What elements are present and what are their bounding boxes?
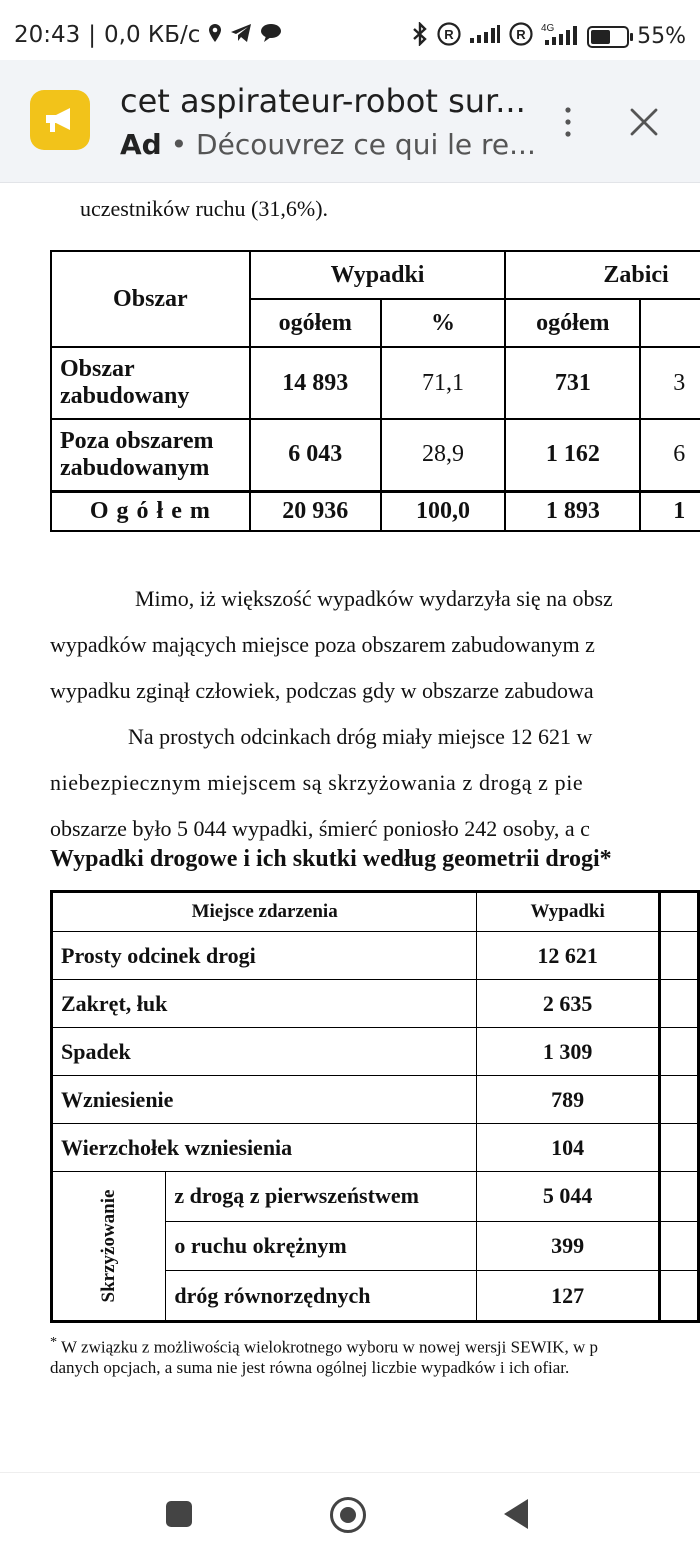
- footnote-line: danych opcjach, a suma nie jest równa ogólnej liczbie wypadków i ich ofiar.: [50, 1357, 570, 1377]
- ad-subtitle: Découvrez ce qui le re...: [196, 128, 536, 161]
- battery-icon: [587, 26, 629, 48]
- place: dróg równorzędnych: [166, 1271, 477, 1322]
- header-accidents: Wypadki: [250, 251, 506, 299]
- row-clipped: 3: [640, 347, 700, 419]
- row-accidents: 6 043: [250, 419, 381, 491]
- place: Spadek: [52, 1028, 477, 1076]
- row-area: Obszar zabudowany: [51, 347, 250, 419]
- paragraph-line: obszarze było 5 044 wypadki, śmierć poniosło 242 osoby, a c: [50, 816, 590, 841]
- sub-percent: %: [381, 299, 506, 347]
- geometry-table: [50, 890, 700, 1323]
- clipped-cell: [659, 1076, 698, 1124]
- row-accidents: 14 893: [250, 347, 381, 419]
- accidents: 12 621: [477, 932, 660, 980]
- area-table: [50, 250, 700, 532]
- status-time: 20:43: [14, 22, 81, 48]
- ad-subtitle-line: [120, 128, 536, 161]
- place: z drogą z pierwszeństwem: [166, 1172, 477, 1222]
- ad-title[interactable]: cet aspirateur-robot sur...: [120, 82, 526, 120]
- row-killed: 731: [505, 347, 640, 419]
- location-icon: [208, 23, 222, 48]
- status-bar: [0, 0, 700, 60]
- group-label-cell: [52, 1172, 166, 1322]
- home-button[interactable]: [330, 1497, 366, 1533]
- close-icon[interactable]: [626, 104, 662, 140]
- more-options-icon[interactable]: [558, 104, 578, 140]
- paragraph-line: Na prostych odcinkach dróg miały miejsce 12 621 w: [128, 724, 593, 749]
- battery-percent: 55%: [637, 24, 686, 49]
- signal-4g-icon: [541, 22, 579, 51]
- table2-title: Wypadki drogowe i ich skutki według geometrii drogi*: [50, 846, 612, 872]
- back-button[interactable]: [504, 1499, 528, 1529]
- row-percent: 71,1: [381, 347, 506, 419]
- total-label: O g ó ł e m: [51, 491, 250, 531]
- ad-label: Ad: [120, 128, 162, 161]
- ad-banner[interactable]: [0, 60, 700, 183]
- document-view[interactable]: [0, 182, 700, 1472]
- row-percent: 28,9: [381, 419, 506, 491]
- status-right: [411, 22, 686, 51]
- total-killed: 1 893: [505, 491, 640, 531]
- clipped-cell: [659, 1271, 698, 1322]
- footnote-line: W związku z możliwością wielokrotnego wyboru w nowej wersji SEWIK, w p: [61, 1337, 598, 1357]
- accidents: 399: [477, 1221, 660, 1271]
- chat-icon: [260, 23, 282, 48]
- paragraph-line: niebezpiecznym miejscem są skrzyżowania z drogą z pie: [50, 770, 584, 795]
- group-label: Skrzyżowanie: [98, 1189, 120, 1303]
- place: o ruchu okrężnym: [166, 1221, 477, 1271]
- ad-separator: •: [170, 128, 188, 161]
- total-clipped: 1: [640, 491, 700, 531]
- accidents: 104: [477, 1124, 660, 1172]
- footnote: [50, 1332, 598, 1378]
- header-place: Miejsce zdarzenia: [52, 892, 477, 932]
- roaming-icon: [437, 22, 461, 51]
- clipped-cell: [659, 1172, 698, 1222]
- place: Prosty odcinek drogi: [52, 932, 477, 980]
- status-left: [14, 22, 282, 48]
- clipped-cell: [659, 980, 698, 1028]
- network-speed: 0,0 КБ/с: [104, 22, 201, 48]
- signal-icon: [469, 24, 501, 49]
- sub-total-killed: ogółem: [505, 299, 640, 347]
- place: Wierzchołek wzniesienia: [52, 1124, 477, 1172]
- clipped-cell: [659, 932, 698, 980]
- bluetooth-icon: [411, 22, 429, 51]
- place: Zakręt, łuk: [52, 980, 477, 1028]
- total-accidents: 20 936: [250, 491, 381, 531]
- accidents: 127: [477, 1271, 660, 1322]
- navigation-bar: [0, 1472, 700, 1557]
- sub-percent-killed: [640, 299, 700, 347]
- footnote-mark: *: [50, 1334, 58, 1350]
- status-separator: |: [88, 22, 97, 48]
- svg-text:R: R: [516, 27, 526, 42]
- clipped-cell: [659, 1221, 698, 1271]
- header-killed: Zabici: [505, 251, 700, 299]
- row-clipped: 6: [640, 419, 700, 491]
- intro-line: uczestników ruchu (31,6%).: [80, 196, 329, 221]
- clipped-cell: [659, 1124, 698, 1172]
- accidents: 1 309: [477, 1028, 660, 1076]
- clipped-cell: [659, 1028, 698, 1076]
- recent-apps-button[interactable]: [166, 1501, 192, 1527]
- svg-text:R: R: [444, 27, 454, 42]
- row-killed: 1 162: [505, 419, 640, 491]
- telegram-icon: [230, 23, 252, 48]
- place: Wzniesienie: [52, 1076, 477, 1124]
- accidents: 2 635: [477, 980, 660, 1028]
- roaming-icon-2: [509, 22, 533, 51]
- paragraph-line: Mimo, iż większość wypadków wydarzyła się na obsz: [135, 586, 613, 611]
- accidents: 5 044: [477, 1172, 660, 1222]
- svg-text:4G: 4G: [541, 23, 555, 34]
- row-area: Poza obszarem zabudowanym: [51, 419, 250, 491]
- sub-total: ogółem: [250, 299, 381, 347]
- paragraph-line: wypadku zginął człowiek, podczas gdy w obszarze zabudowa: [50, 678, 594, 703]
- accidents: 789: [477, 1076, 660, 1124]
- battery-fill: [591, 30, 610, 44]
- total-percent: 100,0: [381, 491, 506, 531]
- header-clipped: [659, 892, 698, 932]
- megaphone-icon: [30, 90, 90, 150]
- header-accidents: Wypadki: [477, 892, 660, 932]
- header-area: Obszar: [51, 251, 250, 347]
- paragraph-line: wypadków mających miejsce poza obszarem zabudowanym z: [50, 632, 595, 657]
